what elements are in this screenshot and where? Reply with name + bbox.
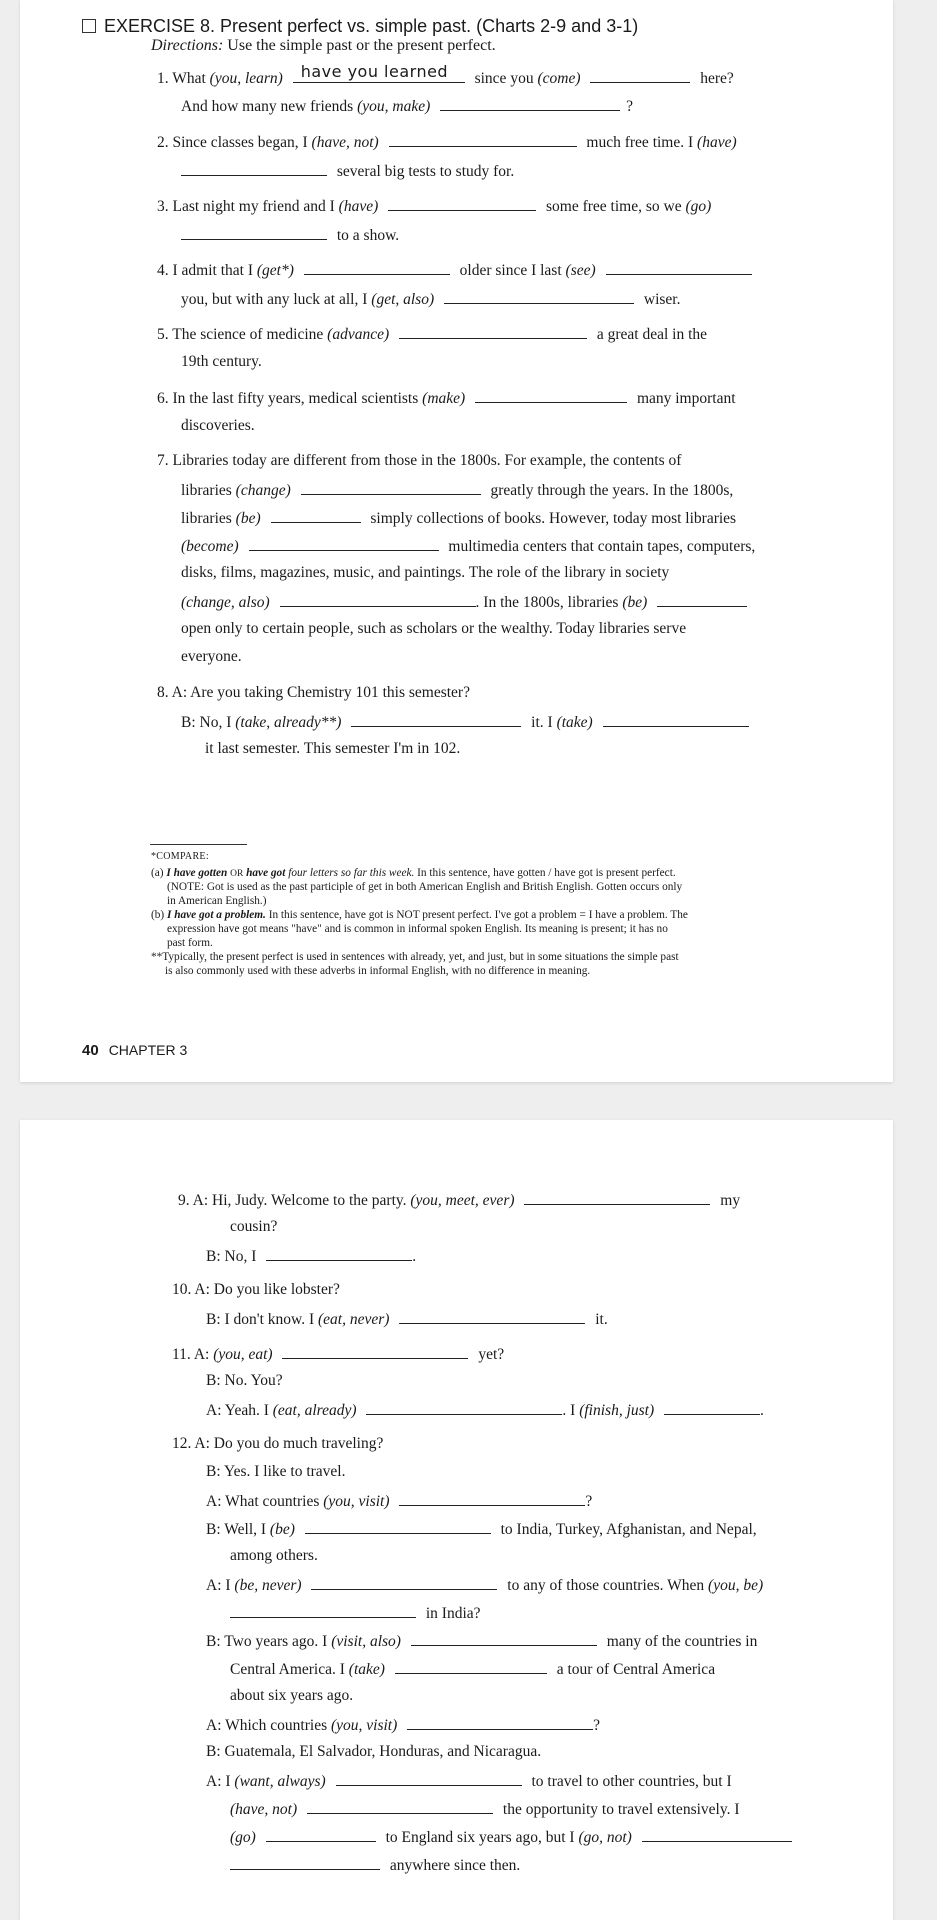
answer-blank[interactable] [249,536,439,551]
answer-blank[interactable] [395,1659,547,1674]
question-12-line-11: A: Which countries (you, visit) ? [206,1717,601,1734]
answer-blank[interactable] [642,1827,792,1842]
question-7-line-7: open only to certain people, such as scholars or the wealthy. Today libraries serve [181,620,687,637]
answer-blank[interactable] [440,96,620,111]
footnote-rule [150,844,247,845]
question-12-line-9: Central America. I (take) a tour of Central America [230,1661,716,1678]
question-12-line-16: anywhere since then. [230,1855,520,1875]
question-8-line-2: B: No, I (take, already**) it. I (take) [181,712,755,732]
question-12-line-10: about six years ago. [230,1687,354,1704]
question-12-line-6: A: I (be, never) to any of those countries. When (you, be) [206,1577,764,1594]
question-8-line-1: 8. A: Are you taking Chemistry 101 this semester? [157,684,470,701]
workbook-page-41 [20,1120,893,1920]
answer-blank[interactable] [399,1309,585,1324]
question-7-line-5: disks, films, magazines, music, and paintings. The role of the library in society [181,564,670,581]
page-footer [82,1042,187,1059]
answer-blank[interactable] [399,324,587,339]
answer-blank[interactable] [307,1799,493,1814]
question-6-line-1: 6. In the last fifty years, medical scientists (make) many important [157,390,736,407]
question-11-line-3: A: Yeah. I (eat, already) . I (finish, just) . [206,1402,764,1419]
answer-blank[interactable] [444,289,634,304]
question-9-line-2: cousin? [230,1218,278,1235]
question-12-line-13: A: I (want, always) to travel to other countries, but I [206,1773,732,1790]
footnote-c-line-2: is also commonly used with these adverbs in informal English, with no difference in meaning. [165,965,591,977]
answer-blank[interactable] [181,161,327,176]
question-10-line-1: 10. A: Do you like lobster? [172,1281,340,1298]
question-9-line-1: 9. A: Hi, Judy. Welcome to the party. (you, meet, ever) my [178,1192,741,1209]
answer-blank[interactable] [304,260,450,275]
workbook-page-40 [20,0,893,1082]
answer-blank[interactable] [293,62,465,83]
question-5-line-1: 5. The science of medicine (advance) a great deal in the [157,326,708,343]
question-12-line-15: (go) to England six years ago, but I (go, not) [230,1827,798,1847]
answer-blank[interactable] [230,1603,416,1618]
question-12-line-14: (have, not) the opportunity to travel extensively. I [230,1801,740,1818]
footnote-c-line-1: **Typically, the present perfect is used in sentences with already, yet, and just, but in some situations the simple past [151,951,679,963]
answer-blank[interactable] [475,388,627,403]
footnote-a-line-1: (a) I have gotten OR have got four letters so far this week. In this sentence, have gotten / have got is present perfect. [151,867,676,879]
question-12-line-3: A: What countries (you, visit) ? [206,1493,593,1510]
answer-blank[interactable] [603,712,749,727]
answer-blank[interactable] [411,1631,597,1646]
question-7-line-6: (change, also) . In the 1800s, libraries (be) [181,592,753,612]
question-7-line-8: everyone. [181,648,242,665]
question-12-line-5: among others. [230,1547,318,1564]
question-7-line-1: 7. Libraries today are different from those in the 1800s. For example, the contents of [157,452,682,469]
answer-blank[interactable] [590,68,690,83]
answer-blank[interactable] [606,260,752,275]
footnote-a-line-2: (NOTE: Got is used as the past participle of get in both American English and British English. Gotten occurs only [167,881,683,893]
question-8-line-3: it last semester. This semester I'm in 102. [205,740,461,757]
answer-blank[interactable] [181,225,327,240]
answer-blank[interactable] [301,480,481,495]
answer-blank[interactable] [389,132,577,147]
question-12-line-7: in India? [230,1603,481,1623]
handwritten-answer: have you learned [300,62,449,81]
footnote-b-line-3: past form. [167,937,213,949]
question-7-line-2: libraries (change) greatly through the years. In the 1800s, [181,482,734,499]
question-2-line-2: several big tests to study for. [181,161,514,181]
answer-blank[interactable] [664,1400,760,1415]
answer-blank[interactable] [524,1190,710,1205]
question-12-line-8: B: Two years ago. I (visit, also) many of the countries in [206,1633,758,1650]
question-3-line-2: to a show. [181,225,399,245]
answer-blank[interactable] [399,1491,585,1506]
question-3-line-1: 3. Last night my friend and I (have) some free time, so we (go) [157,198,712,215]
question-5-line-2: 19th century. [181,353,262,370]
directions: Directions: Use the simple past or the present perfect. [151,37,496,54]
footnote-b-line-2: expression have got means "have" and is common in informal spoken English. Its meaning is present; it has no [167,923,668,935]
answer-blank[interactable] [282,1344,468,1359]
answer-blank[interactable] [366,1400,562,1415]
footnote-b-line-1: (b) I have got a problem. In this sentence, have got is NOT present perfect. I've got a problem = I have a problem. The [151,909,688,921]
answer-blank[interactable] [657,592,747,607]
chapter-label: CHAPTER 3 [108,1042,188,1058]
question-12-line-4: B: Well, I (be) to India, Turkey, Afghanistan, and Nepal, [206,1521,757,1538]
answer-blank[interactable] [407,1715,593,1730]
answer-blank[interactable] [271,508,361,523]
answer-blank[interactable] [351,712,521,727]
answer-blank[interactable] [280,592,476,607]
question-12-line-12: B: Guatemala, El Salvador, Honduras, and Nicaragua. [206,1743,542,1760]
question-4-line-2: you, but with any luck at all, I (get, also) wiser. [181,291,681,308]
question-12-line-2: B: Yes. I like to travel. [206,1463,346,1480]
question-1-line-2: And how many new friends (you, make) ? [181,98,633,115]
footnote-compare: *COMPARE: [151,851,209,862]
answer-blank[interactable] [230,1855,380,1870]
answer-blank[interactable] [388,196,536,211]
exercise-title: EXERCISE 8. Present perfect vs. simple past. (Charts 2-9 and 3-1) [82,16,638,37]
question-11-line-2: B: No. You? [206,1372,283,1389]
question-11-line-1: 11. A: (you, eat) yet? [172,1346,505,1363]
exercise-checkbox[interactable] [82,19,96,33]
question-9-line-3: B: No, I . [206,1248,417,1265]
question-12-line-1: 12. A: Do you do much traveling? [172,1435,384,1452]
question-2-line-1: 2. Since classes began, I (have, not) much free time. I (have) [157,134,737,151]
answer-blank[interactable] [305,1519,491,1534]
answer-blank[interactable] [266,1827,376,1842]
answer-blank[interactable] [311,1575,497,1590]
footnote-a-line-3: in American English.) [167,895,267,907]
answer-blank[interactable] [266,1246,412,1261]
question-7-line-4: (become) multimedia centers that contain tapes, computers, [181,538,756,555]
question-4-line-1: 4. I admit that I (get*) older since I last (see) [157,260,758,280]
question-7-line-3: libraries (be) simply collections of books. However, today most libraries [181,510,737,527]
question-10-line-2: B: I don't know. I (eat, never) it. [206,1311,608,1328]
question-1-line-1: 1. What (you, learn) have you learned since you (come) here? [157,62,734,87]
question-6-line-2: discoveries. [181,417,255,434]
answer-blank[interactable] [336,1771,522,1786]
page-number: 40 [82,1042,99,1059]
